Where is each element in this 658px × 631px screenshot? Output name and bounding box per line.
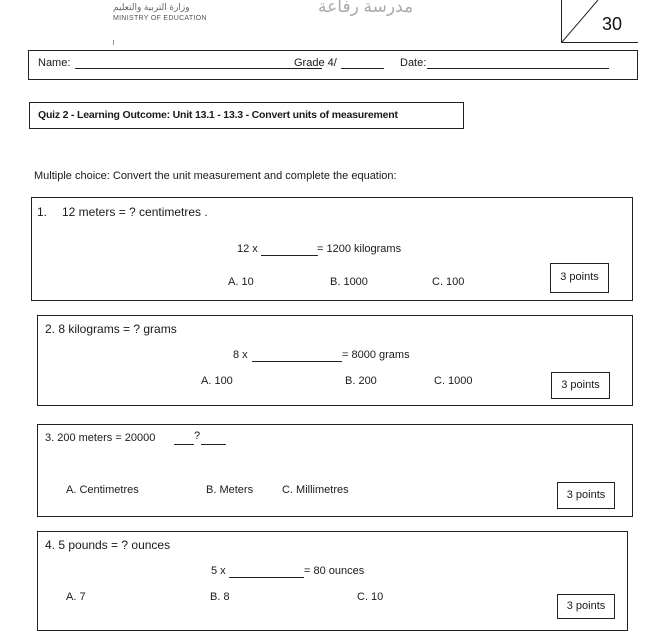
name-label: Name: xyxy=(38,57,71,69)
question-3-points: 3 points xyxy=(557,482,615,509)
ministry-english-name: MINISTRY OF EDUCATION xyxy=(113,15,207,22)
grade-field[interactable] xyxy=(341,68,384,69)
question-3-answer-blank-after[interactable] xyxy=(201,444,226,445)
question-3-option-b[interactable]: B. Meters xyxy=(206,484,254,496)
question-1-prompt: 12 meters = ? centimetres . xyxy=(62,205,208,219)
question-1-answer-blank[interactable] xyxy=(261,255,318,256)
question-2-prompt: 2. 8 kilograms = ? grams xyxy=(45,322,177,336)
question-4-option-a[interactable]: A. 7 xyxy=(66,591,86,603)
question-2-option-c[interactable]: C. 1000 xyxy=(434,375,473,387)
question-2-answer-blank[interactable] xyxy=(252,361,342,362)
quiz-title: Quiz 2 - Learning Outcome: Unit 13.1 - 13.3 - Convert units of measurement xyxy=(38,109,398,121)
quiz-title-box xyxy=(29,102,464,129)
question-4-points: 3 points xyxy=(557,594,615,619)
instructions: Multiple choice: Convert the unit measurement and complete the equation: xyxy=(34,170,397,182)
question-2-box xyxy=(37,315,633,406)
grade-label: Grade 4/ xyxy=(294,57,337,69)
question-1-eq-left: 12 x xyxy=(237,243,258,255)
score-total: 30 xyxy=(602,14,623,34)
question-1-box xyxy=(31,197,633,301)
question-1-number: 1. xyxy=(37,205,48,219)
question-4-option-c[interactable]: C. 10 xyxy=(357,591,384,603)
question-3-answer-blank-before[interactable] xyxy=(174,444,194,445)
date-field[interactable] xyxy=(427,68,609,69)
question-3-prompt: 3. 200 meters = 20000 xyxy=(45,432,156,444)
question-4-answer-blank[interactable] xyxy=(229,577,304,578)
ministry-arabic-name: وزارة التربية والتعليم xyxy=(113,2,190,12)
school-arabic-name: مدرسة رفاعة xyxy=(318,0,414,16)
question-1-option-a[interactable]: A. 10 xyxy=(228,276,254,288)
question-4-eq-right: = 80 ounces xyxy=(304,565,365,577)
question-1-option-b[interactable]: B. 1000 xyxy=(330,276,368,288)
question-2-points: 3 points xyxy=(551,372,610,399)
question-3-option-a[interactable]: A. Centimetres xyxy=(66,484,139,496)
question-2-eq-left: 8 x xyxy=(233,349,248,361)
question-1-points: 3 points xyxy=(550,263,609,293)
question-4-prompt: 4. 5 pounds = ? ounces xyxy=(45,538,171,552)
score-box xyxy=(561,0,638,43)
question-4-box xyxy=(37,531,628,631)
score-diagonal-line xyxy=(562,0,638,42)
question-4-option-b[interactable]: B. 8 xyxy=(210,591,230,603)
ministry-divider xyxy=(113,40,114,45)
question-3-box xyxy=(37,424,633,517)
name-field[interactable] xyxy=(75,68,322,69)
question-1-option-c[interactable]: C. 100 xyxy=(432,276,465,288)
question-3-question-mark: ? xyxy=(194,430,201,442)
question-2-eq-right: = 8000 grams xyxy=(342,349,410,361)
question-2-option-b[interactable]: B. 200 xyxy=(345,375,377,387)
question-2-option-a[interactable]: A. 100 xyxy=(201,375,233,387)
question-4-eq-left: 5 x xyxy=(211,565,226,577)
student-info-box xyxy=(28,50,638,80)
question-1-eq-right: = 1200 kilograms xyxy=(317,243,402,255)
question-3-option-c[interactable]: C. Millimetres xyxy=(282,484,349,496)
date-label: Date: xyxy=(400,57,427,69)
